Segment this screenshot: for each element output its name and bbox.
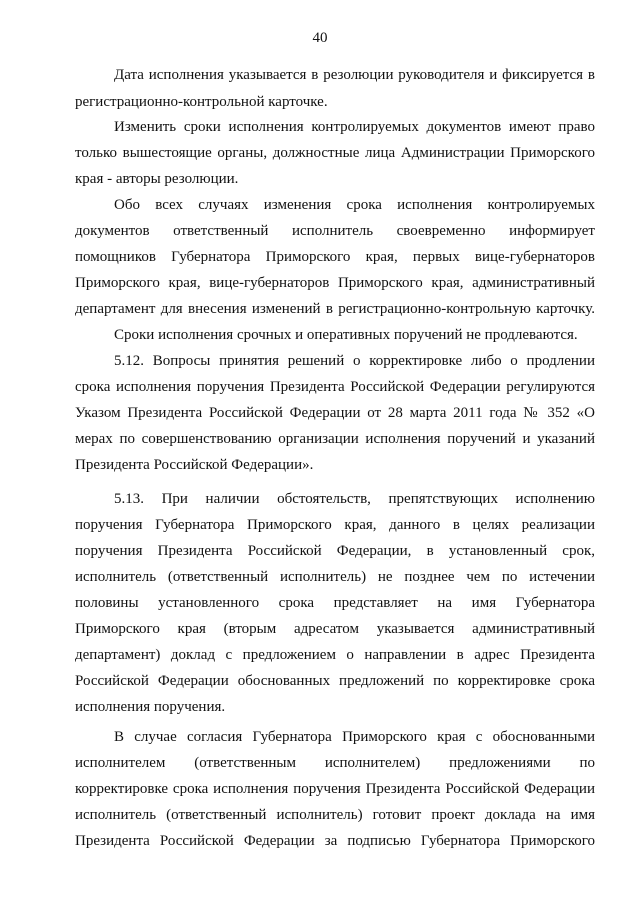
text-line: Российской Федерации обоснованных предложений по корректировке срока	[75, 673, 595, 689]
text-line: половины установленного срока представляет на имя Губернатора	[75, 595, 595, 611]
page-number: 40	[312, 30, 328, 46]
text-line: корректировке срока исполнения поручения Президента Российской Федерации	[75, 781, 595, 797]
text-line: исполнения поручения.	[75, 699, 226, 715]
text-line: Приморского края, вице-губернаторов Приморского края, административный	[75, 275, 595, 291]
text-line: документов ответственный исполнитель своевременно информирует	[75, 223, 595, 239]
text-line: только вышестоящие органы, должностные лица Администрации Приморского	[75, 145, 595, 161]
text-line: исполнитель (ответственный исполнитель) не позднее чем по истечении	[75, 569, 595, 585]
text-line: департамент для внесения изменений в регистрационно-контрольную карточку.	[75, 301, 595, 317]
text-line: департамент) доклад с предложением о направлении в адрес Президента	[75, 647, 595, 663]
text-line: исполнитель (ответственный исполнитель) готовит проект доклада на имя	[75, 807, 595, 823]
text-line: Изменить сроки исполнения контролируемых документов имеют право	[114, 119, 595, 135]
text-line: помощников Губернатора Приморского края, первых вице-губернаторов	[75, 249, 595, 265]
text-line: Приморского края (вторым адресатом указывается административный	[75, 621, 595, 637]
text-line: исполнителем (ответственным исполнителем) предложениями по	[75, 755, 595, 771]
text-line: поручения Президента Российской Федерации, в установленный срок,	[75, 543, 595, 559]
text-line: Дата исполнения указывается в резолюции руководителя и фиксируется в	[114, 67, 595, 83]
text-line: Указом Президента Российской Федерации от 28 марта 2011 года № 352 «О	[75, 405, 595, 421]
text-line: срока исполнения поручения Президента Российской Федерации регулируются	[75, 379, 595, 395]
text-line: поручения Губернатора Приморского края, данного в целях реализации	[75, 517, 595, 533]
text-line: В случае согласия Губернатора Приморского края с обоснованными	[114, 729, 595, 745]
text-line: Президента Российской Федерации».	[75, 457, 314, 473]
text-line: Сроки исполнения срочных и оперативных поручений не продлеваются.	[114, 327, 578, 343]
text-line: Обо всех случаях изменения срока исполнения контролируемых	[114, 197, 595, 213]
text-line: Президента Российской Федерации за подписью Губернатора Приморского	[75, 833, 595, 849]
text-line: мерах по совершенствованию организации исполнения поручений и указаний	[75, 431, 595, 447]
text-line: 5.12. Вопросы принятия решений о корректировке либо о продлении	[114, 353, 595, 369]
text-line: края - авторы резолюции.	[75, 171, 239, 187]
text-line: регистрационно-контрольной карточке.	[75, 94, 328, 110]
text-line: 5.13. При наличии обстоятельств, препятствующих исполнению	[114, 491, 595, 507]
